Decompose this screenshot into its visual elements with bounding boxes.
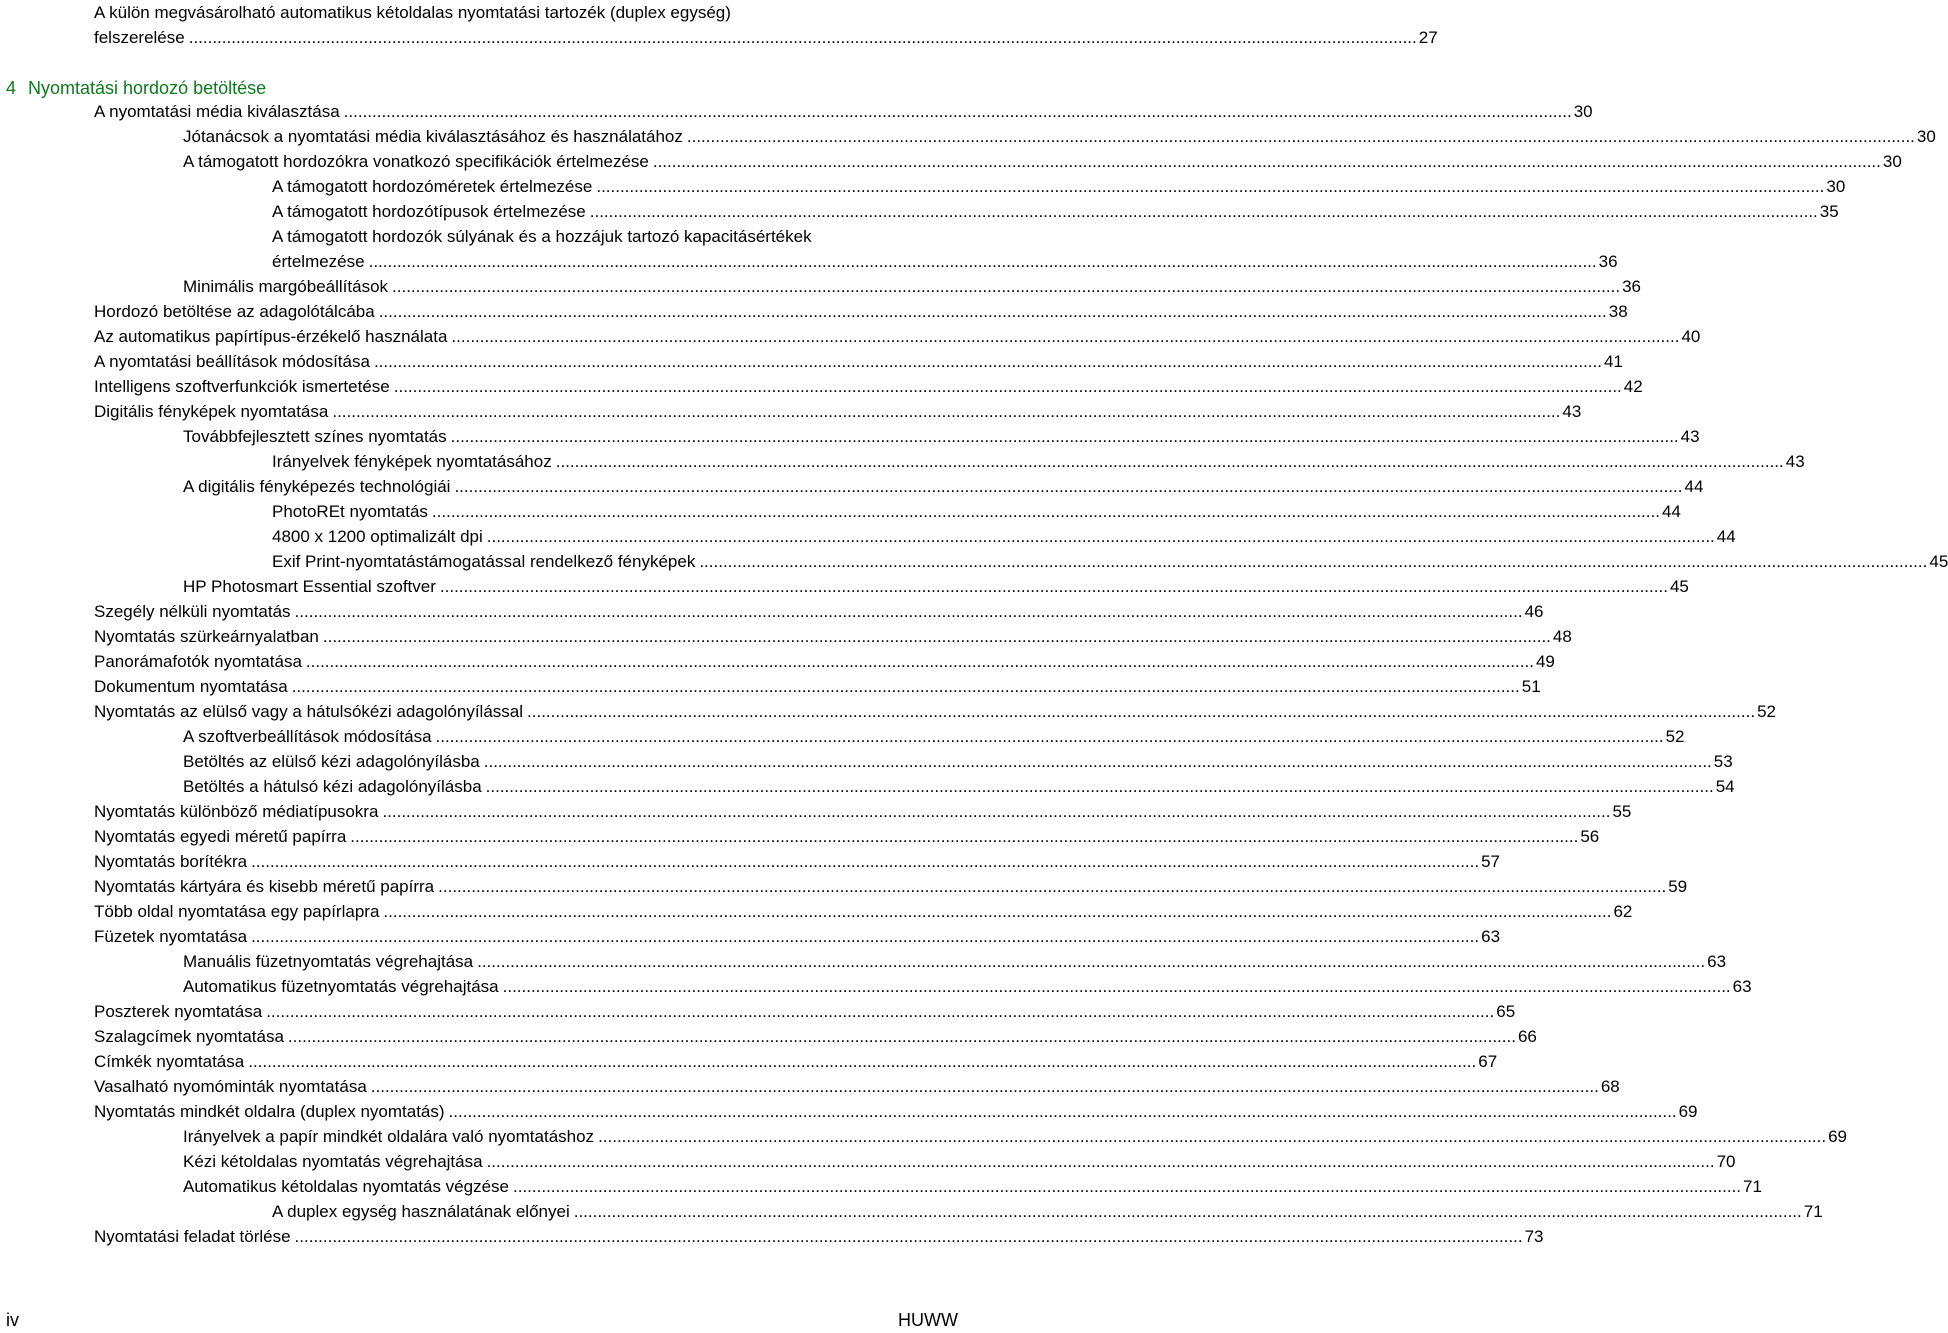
toc-entry-title: HP Photosmart Essential szoftver — [183, 577, 436, 596]
toc-entry[interactable] — [0, 474, 1704, 499]
toc-entry[interactable] — [0, 149, 1902, 174]
dot-leader: .................................................................................................................................................................................................................................................................... — [589, 202, 1818, 221]
dot-leader: .................................................................................................................................................................................................................................................................... — [513, 1177, 1742, 1196]
toc-entry-page-number: 30 — [1882, 152, 1902, 171]
footer-publisher-code: HUWW — [898, 1310, 958, 1330]
toc-entry-page-number: 41 — [1603, 352, 1623, 371]
toc-entry[interactable] — [0, 874, 1688, 899]
toc-entry-page-number: 30 — [1826, 177, 1846, 196]
toc-entry[interactable] — [0, 649, 1555, 674]
dot-leader: .................................................................................................................................................................................................................................................................... — [383, 902, 1612, 921]
toc-entry[interactable] — [0, 174, 1846, 199]
toc-entry-title: A támogatott hordozókra vonatkozó specifikációk értelmezése — [183, 152, 649, 171]
toc-entry[interactable] — [0, 199, 1839, 224]
toc-entry[interactable] — [0, 749, 1733, 774]
toc-entry[interactable] — [0, 1199, 1823, 1224]
toc-entry-title: Nyomtatás az elülső vagy a hátulsókézi adagolónyílással — [94, 702, 524, 721]
toc-entry[interactable] — [0, 1024, 1537, 1049]
toc-entry[interactable] — [0, 899, 1633, 924]
dot-leader: .................................................................................................................................................................................................................................................................... — [699, 552, 1928, 571]
dot-leader: .................................................................................................................................................................................................................................................................... — [294, 1227, 1523, 1246]
toc-entry-page-number: 55 — [1612, 802, 1632, 821]
toc-entry-page-number: 36 — [1598, 252, 1618, 271]
toc-entry-title: Poszterek nyomtatása — [94, 1002, 263, 1021]
toc-entry-page-number: 68 — [1600, 1077, 1620, 1096]
toc-entry-page-number: 51 — [1521, 677, 1541, 696]
dot-leader: .................................................................................................................................................................................................................................................................... — [435, 727, 1664, 746]
toc-entry[interactable] — [0, 424, 1700, 449]
toc-entry-page-number: 35 — [1819, 202, 1839, 221]
dot-leader: .................................................................................................................................................................................................................................................................... — [393, 377, 1622, 396]
toc-entry[interactable] — [0, 924, 1501, 949]
toc-entry-page-number: 48 — [1552, 627, 1572, 646]
toc-entry-title: Betöltés a hátulsó kézi adagolónyílásba — [183, 777, 482, 796]
toc-entry-title-line[interactable]: A támogatott hordozók súlyának és a hozzájuk tartozó kapacitásértékek — [272, 227, 812, 246]
toc-entry[interactable] — [0, 724, 1685, 749]
toc-entry[interactable] — [0, 1099, 1698, 1124]
dot-leader: .................................................................................................................................................................................................................................................................... — [251, 927, 1480, 946]
toc-entry[interactable] — [0, 524, 1736, 549]
toc-entry-page-number: 44 — [1684, 477, 1704, 496]
toc-entry[interactable] — [0, 599, 1544, 624]
dot-leader: .................................................................................................................................................................................................................................................................... — [431, 502, 1660, 521]
toc-entry-title: Több oldal nyomtatása egy papírlapra — [94, 902, 380, 921]
toc-entry-title: Exif Print-nyomtatástámogatással rendelkező fényképek — [272, 552, 696, 571]
toc-entry[interactable] — [0, 1124, 1848, 1149]
toc-entry-title: értelmezése — [272, 252, 365, 271]
toc-entry-title: Címkék nyomtatása — [94, 1052, 245, 1071]
toc-entry[interactable] — [0, 99, 1593, 124]
toc-entry-title: Dokumentum nyomtatása — [94, 677, 288, 696]
toc-entry-title: A támogatott hordozótípusok értelmezése — [272, 202, 586, 221]
toc-entry[interactable] — [0, 774, 1735, 799]
toc-entry[interactable] — [0, 124, 1936, 149]
toc-entry-page-number: 36 — [1622, 277, 1641, 296]
toc-entry-title: Hordozó betöltése az adagolótálcába — [94, 302, 375, 321]
toc-entry-title: Minimális margóbeállítások — [183, 277, 389, 296]
dot-leader: .................................................................................................................................................................................................................................................................... — [502, 977, 1731, 996]
chapter-number: 4 — [6, 78, 17, 98]
toc-entry-page-number: 45 — [1669, 577, 1689, 596]
toc-entry[interactable] — [0, 299, 1628, 324]
toc-entry-page-number: 67 — [1478, 1052, 1498, 1071]
toc-entry-title: A duplex egység használatának előnyei — [272, 1202, 570, 1221]
toc-entry-title: Nyomtatás borítékra — [94, 852, 248, 871]
toc-entry-page-number: 57 — [1481, 852, 1501, 871]
dot-leader: .................................................................................................................................................................................................................................................................... — [188, 28, 1417, 47]
toc-entry[interactable] — [0, 574, 1689, 599]
toc-entry[interactable] — [0, 849, 1501, 874]
toc-entry[interactable] — [0, 799, 1632, 824]
toc-entry[interactable] — [0, 1074, 1620, 1099]
dot-leader: .................................................................................................................................................................................................................................................................... — [291, 677, 1520, 696]
dot-leader: .................................................................................................................................................................................................................................................................... — [322, 627, 1551, 646]
dot-leader: .................................................................................................................................................................................................................................................................... — [350, 827, 1579, 846]
toc-entry-page-number: 52 — [1665, 727, 1685, 746]
toc-entry-title: A támogatott hordozóméretek értelmezése — [272, 177, 593, 196]
dot-leader: .................................................................................................................................................................................................................................................................... — [486, 527, 1715, 546]
dot-leader: .................................................................................................................................................................................................................................................................... — [370, 1077, 1599, 1096]
toc-entry[interactable] — [0, 949, 1727, 974]
toc-entry-title: Betöltés az elülső kézi adagolónyílásba — [183, 752, 480, 771]
dot-leader: .................................................................................................................................................................................................................................................................... — [598, 1127, 1827, 1146]
dot-leader: .................................................................................................................................................................................................................................................................... — [486, 1152, 1715, 1171]
toc-entry-page-number: 66 — [1517, 1027, 1537, 1046]
toc-entry-page-number: 44 — [1716, 527, 1736, 546]
dot-leader: .................................................................................................................................................................................................................................................................... — [266, 1002, 1495, 1021]
toc-entry-title: Szegély nélküli nyomtatás — [94, 602, 291, 621]
dot-leader: .................................................................................................................................................................................................................................................................... — [343, 102, 1572, 121]
toc-entry-title: Panorámafotók nyomtatása — [94, 652, 302, 671]
dot-leader: .................................................................................................................................................................................................................................................................... — [652, 152, 1881, 171]
toc-entry-page-number: 59 — [1668, 877, 1688, 896]
toc-entry-title: Szalagcímek nyomtatása — [94, 1027, 284, 1046]
toc-entry-page-number: 42 — [1623, 377, 1643, 396]
toc-entry-page-number: 30 — [1573, 102, 1593, 121]
toc-entry-page-number: 43 — [1680, 427, 1700, 446]
toc-entry-page-number: 43 — [1562, 402, 1582, 421]
toc-entry-page-number: 63 — [1481, 927, 1501, 946]
dot-leader: .................................................................................................................................................................................................................................................................... — [451, 327, 1680, 346]
toc-entry-page-number: 63 — [1707, 952, 1727, 971]
dot-leader: .................................................................................................................................................................................................................................................................... — [305, 652, 1534, 671]
toc-entry-page-number: 71 — [1803, 1202, 1823, 1221]
toc-entry-title: Intelligens szoftverfunkciók ismertetése — [94, 377, 390, 396]
toc-entry-title: Nyomtatás egyedi méretű papírra — [94, 827, 347, 846]
toc-entry-title: A nyomtatási beállítások módosítása — [94, 352, 370, 371]
toc-entry-title: Vasalható nyomóminták nyomtatása — [94, 1077, 367, 1096]
toc-entry-title: Nyomtatás szürkeárnyalatban — [94, 627, 319, 646]
dot-leader: .................................................................................................................................................................................................................................................................... — [332, 402, 1561, 421]
dot-leader: .................................................................................................................................................................................................................................................................... — [439, 577, 1668, 596]
dot-leader: .................................................................................................................................................................................................................................................................... — [596, 177, 1825, 196]
page-number: iv — [6, 1310, 19, 1330]
dot-leader: .................................................................................................................................................................................................................................................................... — [373, 352, 1602, 371]
toc-entry-title: Irányelvek a papír mindkét oldalára való nyomtatáshoz — [183, 1127, 595, 1146]
dot-leader: .................................................................................................................................................................................................................................................................... — [287, 1027, 1516, 1046]
toc-entry-title: Füzetek nyomtatása — [94, 927, 248, 946]
toc-entry[interactable] — [0, 624, 1572, 649]
toc-entry[interactable] — [0, 25, 1438, 50]
dot-leader: .................................................................................................................................................................................................................................................................... — [527, 702, 1756, 721]
toc-entry-title: Manuális füzetnyomtatás végrehajtása — [183, 952, 474, 971]
dot-leader: .................................................................................................................................................................................................................................................................... — [686, 127, 1915, 146]
dot-leader: .................................................................................................................................................................................................................................................................... — [248, 1052, 1477, 1071]
dot-leader: .................................................................................................................................................................................................................................................................... — [251, 852, 1480, 871]
toc-entry[interactable] — [0, 249, 1618, 274]
toc-entry-title-line[interactable]: A külön megvásárolható automatikus kétoldalas nyomtatási tartozék (duplex egység) — [94, 3, 731, 22]
toc-entry-page-number: 44 — [1661, 502, 1681, 521]
toc-entry-page-number: 56 — [1580, 827, 1600, 846]
toc-entry-title: Nyomtatás kártyára és kisebb méretű papírra — [94, 877, 435, 896]
toc-entry-page-number: 69 — [1828, 1127, 1848, 1146]
toc-entry[interactable] — [0, 674, 1541, 699]
toc-entry-title: Nyomtatási feladat törlése — [94, 1227, 291, 1246]
toc-entry[interactable] — [0, 999, 1516, 1024]
toc-entry-page-number: 69 — [1678, 1102, 1698, 1121]
toc-entry-title: A digitális fényképezés technológiái — [183, 477, 451, 496]
toc-entry-title: Továbbfejlesztett színes nyomtatás — [183, 427, 447, 446]
dot-leader: .................................................................................................................................................................................................................................................................... — [450, 427, 1679, 446]
toc-entry-title: felszerelése — [94, 28, 185, 47]
toc-entry-title: A nyomtatási média kiválasztása — [94, 102, 340, 121]
dot-leader: .................................................................................................................................................................................................................................................................... — [477, 952, 1706, 971]
toc-entry-page-number: 73 — [1524, 1227, 1544, 1246]
toc-entry-title: Nyomtatás különböző médiatípusokra — [94, 802, 379, 821]
dot-leader: .................................................................................................................................................................................................................................................................... — [555, 452, 1784, 471]
toc-entry-page-number: 70 — [1716, 1152, 1736, 1171]
toc-entry-page-number: 52 — [1757, 702, 1776, 721]
toc-entry[interactable] — [0, 1049, 1498, 1074]
toc-entry[interactable] — [0, 324, 1701, 349]
dot-leader: .................................................................................................................................................................................................................................................................... — [448, 1102, 1677, 1121]
toc-entry[interactable] — [0, 699, 1776, 724]
dot-leader: .................................................................................................................................................................................................................................................................... — [294, 602, 1523, 621]
toc-entry-page-number: 54 — [1715, 777, 1735, 796]
toc-entry-title: Irányelvek fényképek nyomtatásához — [272, 452, 552, 471]
toc-entry[interactable] — [0, 1174, 1762, 1199]
dot-leader: .................................................................................................................................................................................................................................................................... — [483, 752, 1712, 771]
dot-leader: .................................................................................................................................................................................................................................................................... — [368, 252, 1597, 271]
dot-leader: .................................................................................................................................................................................................................................................................... — [454, 477, 1683, 496]
toc-entry-title: 4800 x 1200 optimalizált dpi — [272, 527, 483, 546]
toc-entry-page-number: 43 — [1785, 452, 1805, 471]
toc-entry-page-number: 38 — [1608, 302, 1628, 321]
dot-leader: .................................................................................................................................................................................................................................................................... — [438, 877, 1667, 896]
dot-leader: .................................................................................................................................................................................................................................................................... — [378, 302, 1607, 321]
chapter-heading[interactable] — [6, 76, 266, 101]
toc-entry-title: Automatikus füzetnyomtatás végrehajtása — [183, 977, 499, 996]
toc-entry-page-number: 63 — [1732, 977, 1752, 996]
toc-entry-page-number: 49 — [1535, 652, 1555, 671]
toc-entry[interactable] — [0, 274, 1641, 299]
toc-entry-page-number: 71 — [1743, 1177, 1762, 1196]
toc-entry-page-number: 30 — [1916, 127, 1936, 146]
toc-entry[interactable] — [0, 549, 1948, 574]
toc-entry-title: Jótanácsok a nyomtatási média kiválasztásához és használatához — [183, 127, 683, 146]
toc-entry-page-number: 62 — [1613, 902, 1633, 921]
dot-leader: .................................................................................................................................................................................................................................................................... — [382, 802, 1611, 821]
chapter-title: Nyomtatási hordozó betöltése — [28, 78, 267, 98]
toc-entry-title: Automatikus kétoldalas nyomtatás végzése — [183, 1177, 510, 1196]
toc-entry-page-number: 45 — [1929, 552, 1948, 571]
toc-entry[interactable] — [0, 349, 1623, 374]
toc-entry-page-number: 65 — [1496, 1002, 1516, 1021]
toc-entry[interactable] — [0, 974, 1752, 999]
toc-entry[interactable] — [0, 399, 1582, 424]
toc-entry[interactable] — [0, 1149, 1736, 1174]
toc-entry[interactable] — [0, 499, 1681, 524]
toc-entry[interactable] — [0, 374, 1643, 399]
toc-entry[interactable] — [0, 449, 1805, 474]
toc-entry-page-number: 40 — [1681, 327, 1701, 346]
toc-entry[interactable] — [0, 824, 1600, 849]
toc-entry-page-number: 27 — [1418, 28, 1438, 47]
toc-entry-title: Digitális fényképek nyomtatása — [94, 402, 329, 421]
dot-leader: .................................................................................................................................................................................................................................................................... — [392, 277, 1621, 296]
toc-entry-page-number: 53 — [1713, 752, 1733, 771]
toc-entry-title: A szoftverbeállítások módosítása — [183, 727, 432, 746]
toc-entry-page-number: 46 — [1524, 602, 1544, 621]
toc-entry[interactable] — [0, 1224, 1544, 1249]
toc-entry-title: PhotoREt nyomtatás — [272, 502, 428, 521]
toc-entry-title: Kézi kétoldalas nyomtatás végrehajtása — [183, 1152, 483, 1171]
toc-entry-title: Nyomtatás mindkét oldalra (duplex nyomtatás) — [94, 1102, 445, 1121]
dot-leader: .................................................................................................................................................................................................................................................................... — [485, 777, 1714, 796]
toc-entry-title: Az automatikus papírtípus-érzékelő használata — [94, 327, 448, 346]
dot-leader: .................................................................................................................................................................................................................................................................... — [573, 1202, 1802, 1221]
